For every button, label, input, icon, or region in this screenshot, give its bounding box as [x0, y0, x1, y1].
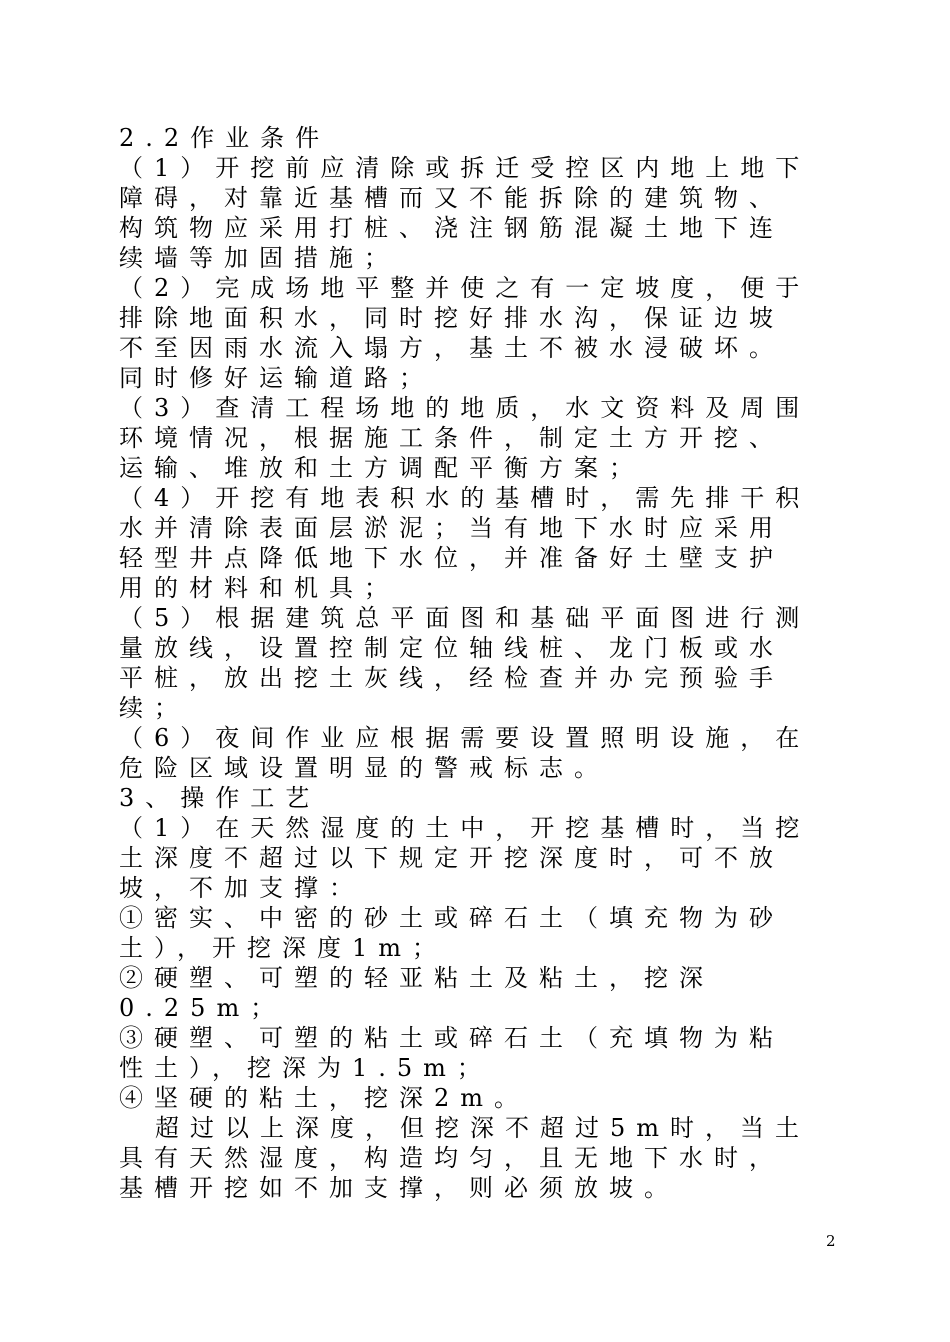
paragraph-line: （6）夜间作业应根据需要设置照明设施，在	[119, 724, 811, 752]
paragraph-line: （4）开挖有地表积水的基槽时，需先排干积	[119, 484, 811, 512]
paragraph-line: 同时修好运输道路；	[119, 364, 434, 392]
paragraph-line: 排除地面积水，同时挖好排水沟，保证边坡	[119, 304, 784, 332]
paragraph-line: 不至因雨水流入塌方，基土不被水浸破坏。	[119, 334, 784, 362]
paragraph-line: 量放线，设置控制定位轴线桩、龙门板或水	[119, 634, 784, 662]
paragraph-line: 运输、堆放和土方调配平衡方案；	[119, 454, 644, 482]
paragraph-line: 超过以上深度，但挖深不超过5m时，当土	[155, 1114, 811, 1142]
section-heading-2-2: 2.2作业条件	[119, 124, 331, 152]
paragraph-line: 坡，不加支撑：	[119, 874, 364, 902]
paragraph-line: （2）完成场地平整并使之有一定坡度，便于	[119, 274, 811, 302]
paragraph-line: 环境情况，根据施工条件，制定土方开挖、	[119, 424, 784, 452]
page-number: 2	[826, 1232, 836, 1250]
paragraph-line: 危险区域设置明显的警戒标志。	[119, 754, 609, 782]
paragraph-line: 具有天然湿度，构造均匀，且无地下水时，	[119, 1144, 784, 1172]
paragraph-line: （3）查清工程场地的地质，水文资料及周围	[119, 394, 811, 422]
paragraph-line: 基槽开挖如不加支撑，则必须放坡。	[119, 1174, 679, 1202]
list-item-line: ④坚硬的粘土，挖深2m。	[119, 1084, 530, 1112]
paragraph-line: 障碍，对靠近基槽而又不能拆除的建筑物、	[119, 184, 784, 212]
paragraph-line: 续；	[119, 694, 189, 722]
paragraph-line: 轻型井点降低地下水位，并准备好土壁支护	[119, 544, 784, 572]
paragraph-line: （1）在天然湿度的土中，开挖基槽时，当挖	[119, 814, 811, 842]
list-item-line: ③硬塑、可塑的粘土或碎石土（充填物为粘	[119, 1024, 784, 1052]
list-item-line: 0.25m；	[119, 994, 286, 1022]
list-item-line: 性土），挖深为1.5m；	[119, 1054, 492, 1082]
section-heading-3: 3、操作工艺	[119, 784, 321, 812]
paragraph-line: 水并清除表面层淤泥；当有地下水时应采用	[119, 514, 784, 542]
list-item-line: ②硬塑、可塑的轻亚粘土及粘土，挖深	[119, 964, 714, 992]
paragraph-line: 构筑物应采用打桩、浇注钢筋混凝土地下连	[119, 214, 784, 242]
paragraph-line: （1）开挖前应清除或拆迁受控区内地上地下	[119, 154, 811, 182]
paragraph-line: 续墙等加固措施；	[119, 244, 399, 272]
list-item-line: ①密实、中密的砂土或碎石土（填充物为砂	[119, 904, 784, 932]
paragraph-line: 用的材料和机具；	[119, 574, 399, 602]
list-item-line: 土），开挖深度1m；	[119, 934, 448, 962]
paragraph-line: 土深度不超过以下规定开挖深度时，可不放	[119, 844, 784, 872]
paragraph-line: 平桩，放出挖土灰线，经检查并办完预验手	[119, 664, 784, 692]
paragraph-line: （5）根据建筑总平面图和基础平面图进行测	[119, 604, 811, 632]
